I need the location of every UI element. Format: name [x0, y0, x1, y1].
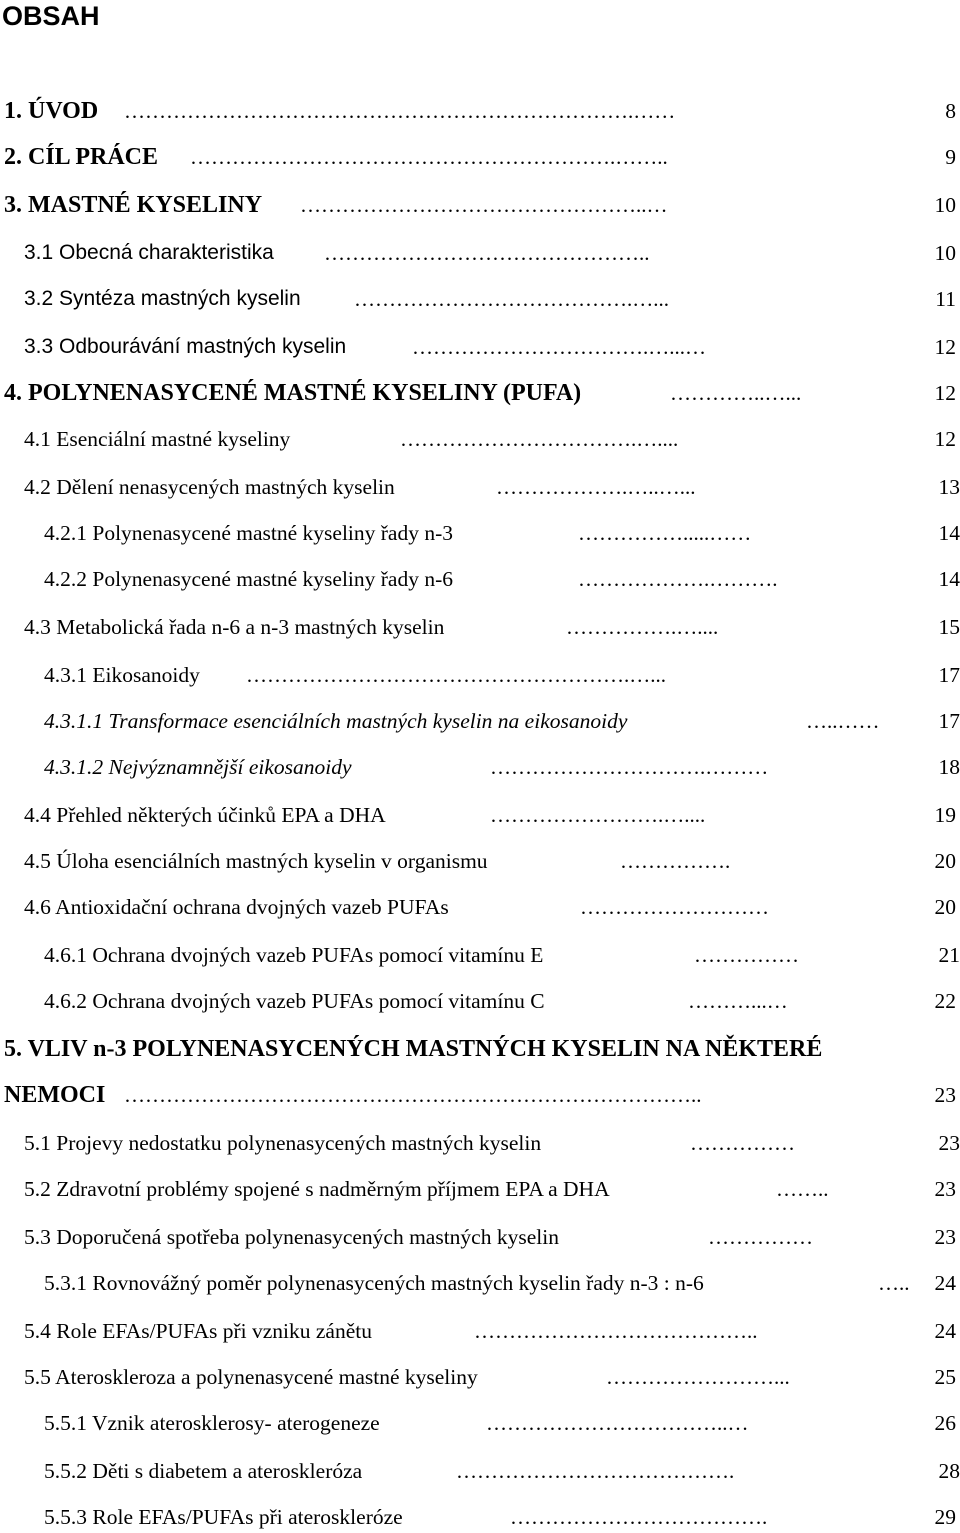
toc-entry-page: 8: [941, 96, 956, 126]
toc-entry-page: 17: [935, 660, 960, 690]
toc-entry-page: 25: [931, 1362, 957, 1392]
toc-entry-leader: ………………………….………: [490, 755, 769, 779]
toc-entry-title: 4.5 Úloha esenciálních mastných kyselin v organismu: [24, 849, 488, 873]
toc-entry-title: NEMOCI: [4, 1082, 106, 1108]
toc-entry-leader: …………….: [620, 849, 731, 873]
toc-entry[interactable]: [0, 1174, 960, 1204]
toc-entry-leader: ………………………………………………………………………..: [124, 1083, 702, 1107]
toc-entry-page: 18: [935, 752, 960, 782]
toc-entry-page: 22: [931, 986, 957, 1016]
toc-entry-title: 1. ÚVOD: [4, 98, 99, 124]
toc-entry[interactable]: [0, 1080, 960, 1110]
toc-entry-leader: …………………….…....: [490, 803, 706, 827]
toc-entry[interactable]: [0, 284, 960, 314]
toc-entry-page: 12: [931, 424, 957, 454]
toc-entry[interactable]: [0, 612, 960, 642]
toc-entry-title: 5.5.3 Role EFAs/PUFAs při ateroskleróze: [44, 1505, 403, 1529]
toc-entry-page: 26: [931, 1408, 957, 1438]
toc-entry-title: 3.2 Syntéza mastných kyselin: [24, 287, 301, 310]
toc-entry[interactable]: [0, 424, 960, 454]
toc-entry-page: 23: [935, 1128, 960, 1158]
toc-entry-leader: …..: [878, 1271, 910, 1295]
toc-entry-title: 4.6 Antioxidační ochrana dvojných vazeb PUFAs: [24, 895, 449, 919]
toc-entry[interactable]: [0, 472, 960, 502]
toc-entry[interactable]: [0, 940, 960, 970]
toc-entry-title: 4.6.1 Ochrana dvojných vazeb PUFAs pomocí vitamínu E: [44, 943, 544, 967]
toc-entry-title: 4.3.1.1 Transformace esenciálních mastných kyselin na eikosanoidy: [44, 709, 628, 733]
toc-entry-leader: …………….…....: [566, 615, 719, 639]
toc-entry[interactable]: [0, 1268, 960, 1298]
toc-entry-title: 2. CÍL PRÁCE: [4, 144, 159, 170]
toc-entry-page: 20: [931, 846, 957, 876]
toc-entry[interactable]: [0, 846, 960, 876]
toc-entry-title: 3.3 Odbourávání mastných kyselin: [24, 335, 347, 358]
toc-entry-page: 23: [931, 1174, 957, 1204]
toc-entry-title: 5.5.1 Vznik aterosklerosy- aterogeneze: [44, 1411, 380, 1435]
toc-entry-title: 4.2 Dělení nenasycených mastných kyselin: [24, 475, 395, 499]
toc-entry-leader: ……………: [694, 943, 799, 967]
toc-entry-title: 5.3.1 Rovnovážný poměr polynenasycených mastných kyselin řady n-3 : n-6: [44, 1271, 704, 1295]
toc-entry-title: 4.3 Metabolická řada n-6 a n-3 mastných kyselin: [24, 615, 445, 639]
toc-entry-page: 14: [935, 564, 960, 594]
toc-entry-title: 4.3.1 Eikosanoidy: [44, 663, 200, 687]
toc-entry-leader: ……………….…..…...: [496, 475, 696, 499]
toc-entry[interactable]: [0, 800, 960, 830]
toc-entry[interactable]: [0, 190, 960, 220]
toc-entry[interactable]: [0, 752, 960, 782]
toc-entry-title: 3. MASTNÉ KYSELINY: [4, 192, 263, 218]
toc-entry[interactable]: [0, 1034, 960, 1064]
toc-entry[interactable]: [0, 1456, 960, 1486]
toc-entry-page: 28: [935, 1456, 960, 1486]
toc-entry-page: 9: [941, 142, 956, 172]
toc-entry[interactable]: [0, 1362, 960, 1392]
toc-entry[interactable]: [0, 1128, 960, 1158]
toc-entry-page: 10: [931, 190, 957, 220]
toc-entry-leader: …………………………………………..…: [300, 193, 668, 217]
toc-entry[interactable]: [0, 1222, 960, 1252]
toc-entry-leader: ………………………………….: [456, 1459, 735, 1483]
toc-entry-page: 23: [931, 1222, 957, 1252]
toc-entry[interactable]: [0, 1502, 960, 1532]
toc-entry-leader: …………………………….…....: [400, 427, 679, 451]
toc-entry-page: 20: [931, 892, 957, 922]
toc-entry-leader: ……..: [776, 1177, 829, 1201]
toc-entry-title: 4.1 Esenciální mastné kyseliny: [24, 427, 291, 451]
toc-entry-page: 19: [931, 800, 957, 830]
toc-entry-leader: ……………………………………………….…...: [246, 663, 666, 687]
toc-entry-page: 24: [931, 1268, 957, 1298]
toc-entry[interactable]: [0, 96, 960, 126]
toc-entry-page: 13: [935, 472, 960, 502]
toc-entry-leader: ………………………………….…...: [354, 287, 669, 311]
toc-entry-page: 24: [931, 1316, 957, 1346]
toc-entry-title: 5.3 Doporučená spotřeba polynenasycených mastných kyselin: [24, 1225, 559, 1249]
toc-entry-page: 12: [931, 332, 957, 362]
toc-entry-page: 17: [935, 706, 960, 736]
toc-entry[interactable]: [0, 660, 960, 690]
toc-entry-leader: ……………….……….: [578, 567, 778, 591]
toc-entry-leader: …………………………………..: [474, 1319, 758, 1343]
toc-entry-title: 5.5.2 Děti s diabetem a ateroskleróza: [44, 1459, 363, 1483]
toc-entry-leader: ……………………………….: [510, 1505, 768, 1529]
toc-entry-leader: ……………: [690, 1131, 795, 1155]
toc-entry-leader: …………………………….…...…: [412, 335, 706, 359]
toc-entry[interactable]: [0, 332, 960, 362]
toc-entry-page: 14: [935, 518, 960, 548]
toc-entry-title: 5.1 Projevy nedostatku polynenasycených mastných kyselin: [24, 1131, 542, 1155]
toc-entry[interactable]: [0, 564, 960, 594]
toc-entry[interactable]: [0, 892, 960, 922]
toc-entry-leader: …………….....……: [578, 521, 752, 545]
toc-entry-title: 4.6.2 Ochrana dvojných vazeb PUFAs pomocí vitamínu C: [44, 989, 545, 1013]
toc-entry-leader: ………………………: [580, 895, 769, 919]
toc-entry[interactable]: [0, 1316, 960, 1346]
toc-entry-page: 11: [931, 284, 956, 314]
toc-entry-title: 5.4 Role EFAs/PUFAs při vzniku zánětu: [24, 1319, 372, 1343]
toc-entry-title: 5.5 Ateroskleroza a polynenasycené mastné kyseliny: [24, 1365, 478, 1389]
toc-entry[interactable]: [0, 1408, 960, 1438]
toc-entry-title: 4.4 Přehled některých účinků EPA a DHA: [24, 803, 386, 827]
toc-entry-page: 29: [931, 1502, 957, 1532]
toc-entry-title: 4.3.1.2 Nejvýznamnější eikosanoidy: [44, 755, 352, 779]
toc-entry-page: 21: [935, 940, 960, 970]
toc-entry-page: 12: [931, 378, 957, 408]
toc-entry[interactable]: [0, 142, 960, 172]
toc-entry-page: 15: [935, 612, 960, 642]
toc-entry-leader: ……………………………..…: [486, 1411, 749, 1435]
toc-entry-leader: …………………………………………………….……..: [190, 145, 668, 169]
toc-entry-title: 5.2 Zdravotní problémy spojené s nadměrným příjmem EPA a DHA: [24, 1177, 610, 1201]
toc-entry-leader: …..……: [806, 709, 880, 733]
page-title: OBSAH: [2, 1, 100, 31]
toc-entry-title: 4.2.2 Polynenasycené mastné kyseliny řady n-6: [44, 567, 454, 591]
toc-entry-page: 10: [931, 238, 957, 268]
toc-entry-leader: ……………………...: [606, 1365, 790, 1389]
toc-entry-title: 4. POLYNENASYCENÉ MASTNÉ KYSELINY (PUFA): [4, 380, 582, 406]
toc-entry-title: 4.2.1 Polynenasycené mastné kyseliny řady n-3: [44, 521, 454, 545]
toc-entry-leader: ………...…: [688, 989, 788, 1013]
toc-entry-page: 23: [931, 1080, 957, 1110]
toc-entry[interactable]: [0, 706, 960, 736]
toc-entry-leader: …………..…...: [670, 381, 802, 405]
toc-entry-title: 5. VLIV n-3 POLYNENASYCENÝCH MASTNÝCH KYSELIN NA NĚKTERÉ: [4, 1036, 823, 1062]
toc-entry[interactable]: [0, 986, 960, 1016]
toc-entry-leader: ……………: [708, 1225, 813, 1249]
toc-entry[interactable]: [0, 238, 960, 268]
toc-entry-title: 3.1 Obecná charakteristika: [24, 241, 274, 264]
toc-entry[interactable]: [0, 518, 960, 548]
toc-entry[interactable]: [0, 378, 960, 408]
toc-entry-leader: ………………………………………..: [324, 241, 650, 265]
toc-entry-leader: ……………………………………………………………….……: [124, 99, 676, 123]
